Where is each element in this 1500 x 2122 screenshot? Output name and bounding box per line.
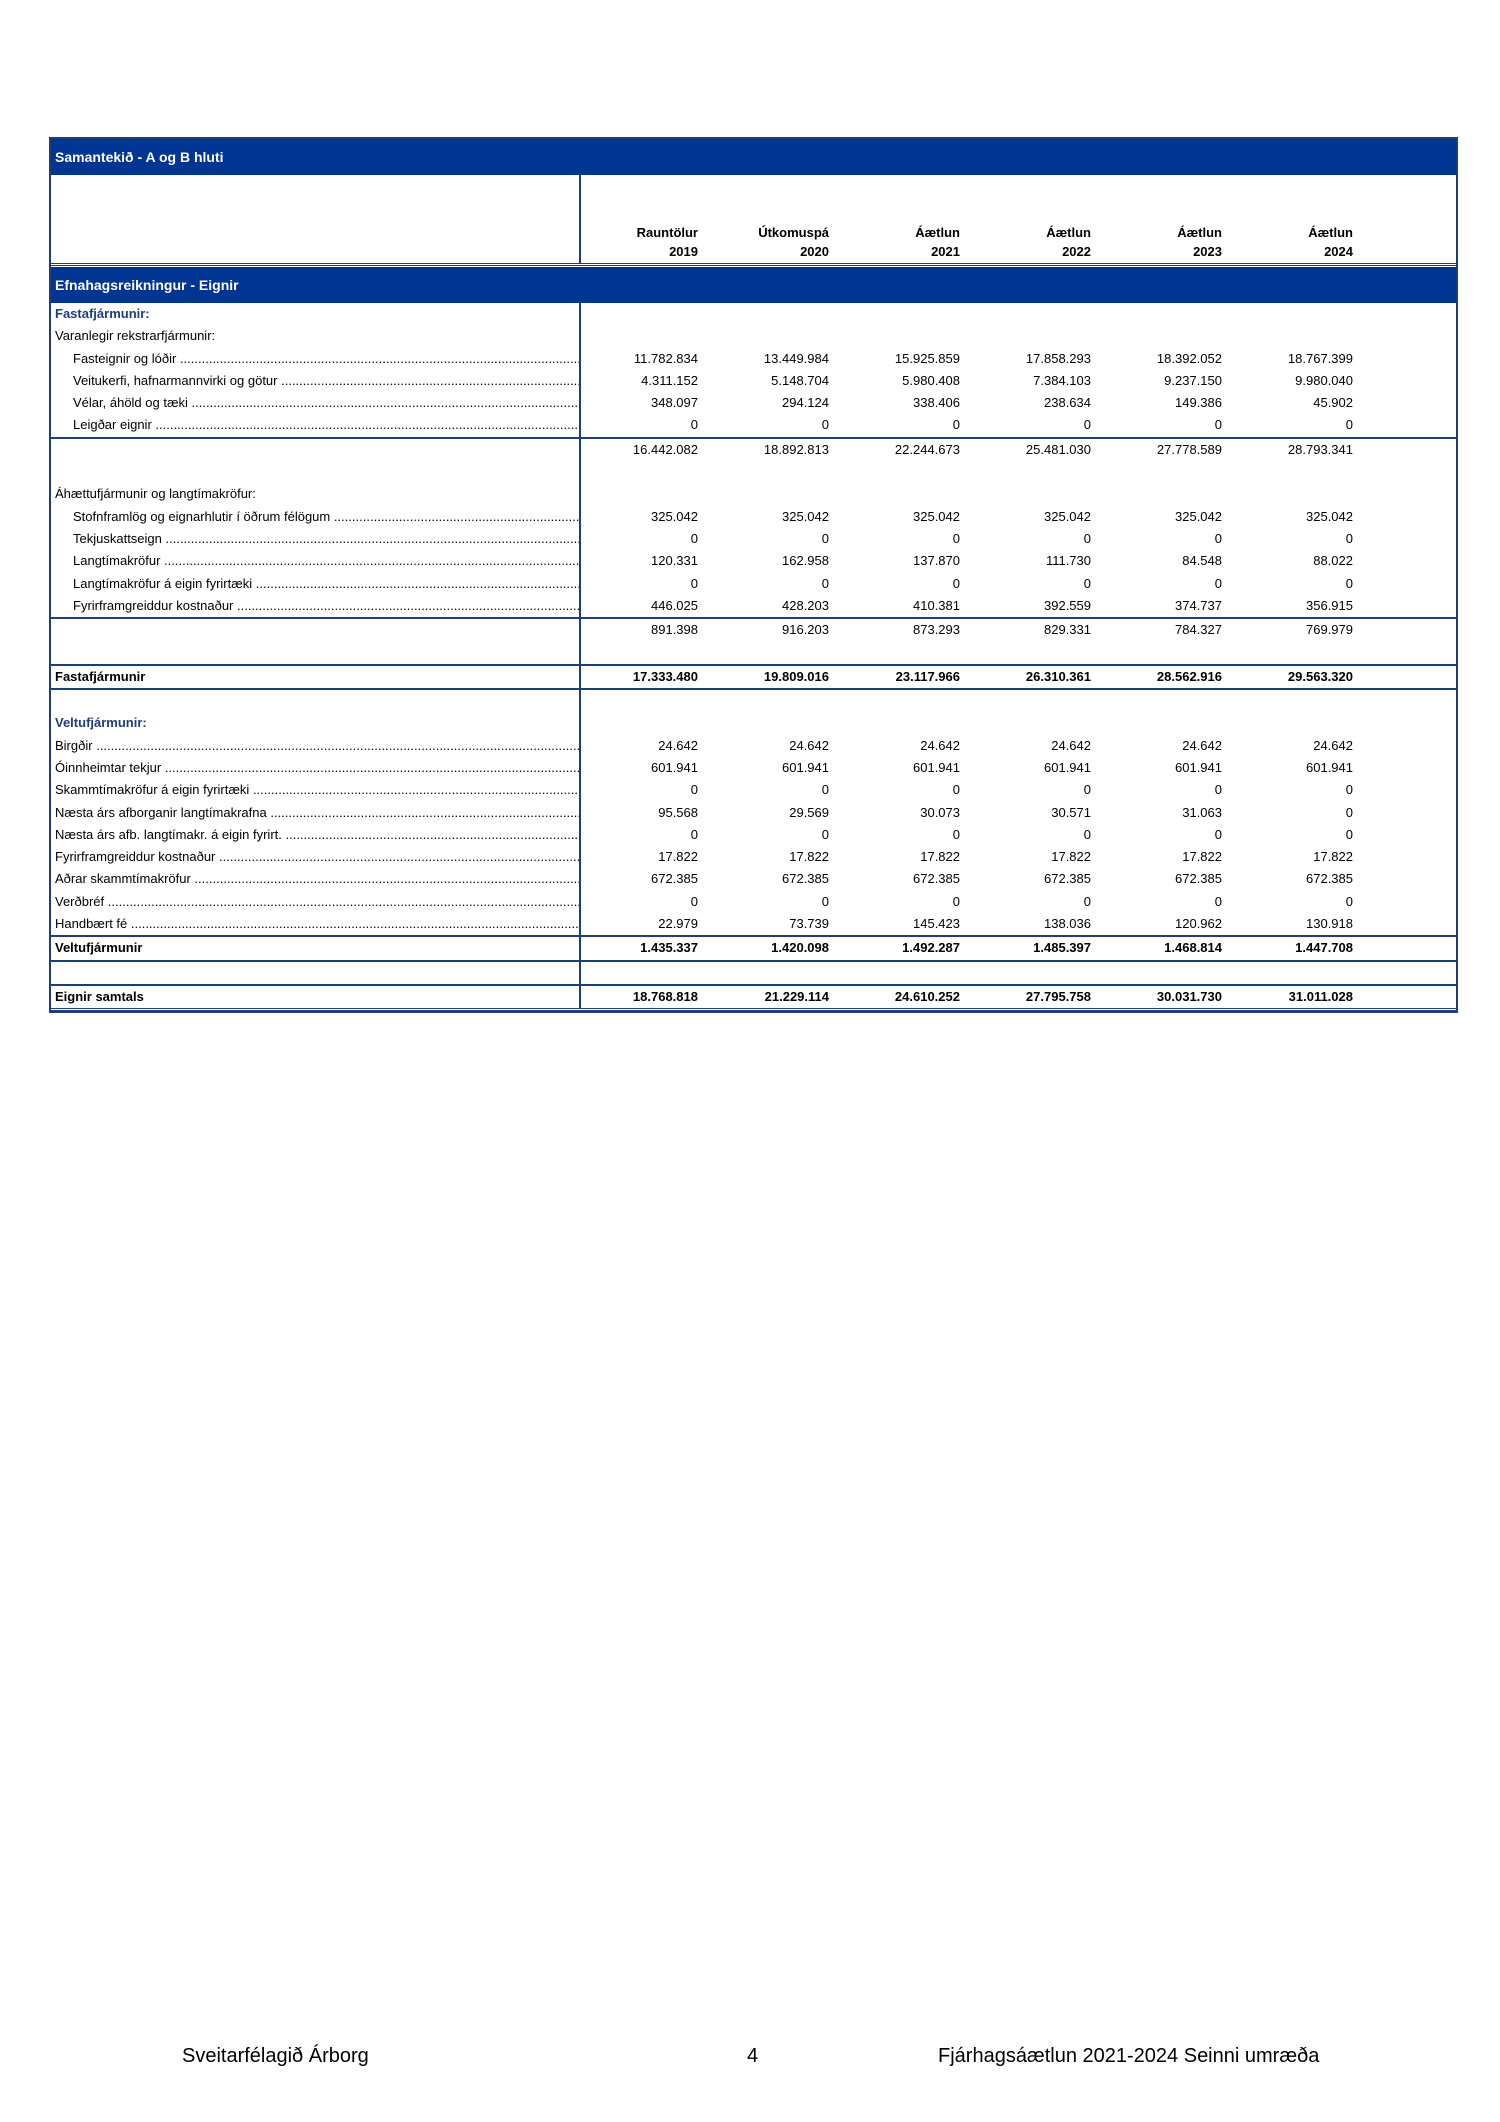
value-cell: 18.392.052 <box>1156 350 1222 366</box>
row-label-cell <box>51 348 581 370</box>
row-label-cell <box>51 779 581 801</box>
fastafjarmunir-heading-row <box>51 303 1456 325</box>
value-cell: 22.244.673 <box>894 441 960 457</box>
row-label-cell <box>51 392 581 414</box>
value-cell: 25.481.030 <box>1025 441 1091 457</box>
value-cell: 374.737 <box>1175 597 1222 613</box>
value-cell: 325.042 <box>1175 508 1222 524</box>
value-cell: 24.642 <box>1182 737 1222 753</box>
column-header-row <box>51 175 1456 266</box>
value-cell: 601.941 <box>913 759 960 775</box>
value-cell: 238.634 <box>1044 395 1091 411</box>
column-header <box>843 175 974 263</box>
row-label: Fasteignir og lóðir ..... <box>73 348 581 370</box>
value-cell: 120.962 <box>1175 916 1222 932</box>
eignir-total-row <box>51 984 1456 1011</box>
value-cell: 601.941 <box>782 759 829 775</box>
value-cell: 45.902 <box>1313 395 1353 411</box>
value-cell: 31.063 <box>1182 804 1222 820</box>
value-cell: 0 <box>690 530 698 546</box>
row-label-cell <box>51 891 581 913</box>
table-row <box>51 735 1456 757</box>
value-cell: 769.979 <box>1306 622 1353 638</box>
spacer-row <box>51 461 1456 483</box>
column-header-year: 2020 <box>800 244 829 259</box>
value-cell: 428.203 <box>782 597 829 613</box>
value-cell: 601.941 <box>651 759 698 775</box>
table-row <box>51 913 1456 935</box>
column-header-label: Rauntölur <box>636 225 698 240</box>
value-cell: 1.468.814 <box>1164 940 1222 956</box>
column-header <box>1105 175 1236 263</box>
subtotal-label-cell <box>51 439 581 461</box>
value-cell: 1.485.397 <box>1033 940 1091 956</box>
value-cell: 21.229.114 <box>764 988 829 1004</box>
value-cell: 338.406 <box>913 395 960 411</box>
value-cell: 24.642 <box>1051 737 1091 753</box>
header-label-cell <box>51 175 581 263</box>
fastafjarmunir-total-row <box>51 664 1456 690</box>
value-cell: 18.892.813 <box>763 441 829 457</box>
table-row <box>51 392 1456 414</box>
value-cell: 672.385 <box>913 871 960 887</box>
table-title: Samantekið - A og B hluti <box>51 139 1456 175</box>
value-cell: 0 <box>1345 826 1353 842</box>
fastafjarmunir-heading: Fastafjármunir: <box>51 303 581 325</box>
ahaettu-heading: Áhættufjármunir og langtímakröfur: <box>51 483 581 505</box>
value-cell: 0 <box>1345 575 1353 591</box>
table-row <box>51 846 1456 868</box>
value-cell: 0 <box>1214 893 1222 909</box>
row-label-cell <box>51 528 581 550</box>
value-cell: 0 <box>821 893 829 909</box>
row-label: Handbært fé ..... <box>55 913 581 935</box>
value-cell: 88.022 <box>1313 553 1353 569</box>
value-cell: 0 <box>821 530 829 546</box>
value-cell: 325.042 <box>1306 508 1353 524</box>
value-cell: 1.420.098 <box>771 940 829 956</box>
footer-municipality: Sveitarfélagið Árborg <box>182 2045 369 2067</box>
value-cell: 27.778.589 <box>1156 441 1222 457</box>
row-label: Vélar, áhöld og tæki ..... <box>73 392 581 414</box>
value-cell: 0 <box>1083 417 1091 433</box>
row-label: Næsta árs afb. langtímakr. á eigin fyrirt. ..... <box>55 824 581 846</box>
value-cell: 9.237.150 <box>1164 372 1222 388</box>
value-cell: 0 <box>1214 575 1222 591</box>
footer-page-number: 4 <box>747 2045 759 2067</box>
value-cell: 0 <box>1083 826 1091 842</box>
value-cell: 17.333.480 <box>632 668 698 684</box>
value-cell: 24.642 <box>789 737 829 753</box>
row-label: Tekjuskattseign ..... <box>73 528 581 550</box>
value-cell: 27.795.758 <box>1025 988 1091 1004</box>
value-cell: 23.117.966 <box>895 668 960 684</box>
value-cell: 18.768.818 <box>632 988 698 1004</box>
value-cell: 0 <box>690 826 698 842</box>
column-header-label: Útkomuspá <box>758 225 829 240</box>
value-cell: 0 <box>1083 530 1091 546</box>
ahaettu-heading-row <box>51 483 1456 505</box>
table-row <box>51 868 1456 890</box>
spacer-row <box>51 690 1456 712</box>
section-title: Efnahagsreikningur - Eignir <box>51 267 1456 303</box>
table-row <box>51 779 1456 801</box>
value-cell: 0 <box>690 417 698 433</box>
column-header-label: Áætlun <box>1177 225 1222 240</box>
value-cell: 24.642 <box>658 737 698 753</box>
value-cell: 130.918 <box>1306 916 1353 932</box>
row-label: Langtímakröfur á eigin fyrirtæki ..... <box>73 573 581 595</box>
value-cell: 672.385 <box>1044 871 1091 887</box>
value-cell: 5.980.408 <box>902 372 960 388</box>
value-cell: 873.293 <box>913 622 960 638</box>
value-cell: 145.423 <box>913 916 960 932</box>
value-cell: 672.385 <box>782 871 829 887</box>
table-row <box>51 348 1456 370</box>
value-cell: 7.384.103 <box>1033 372 1091 388</box>
table-row <box>51 370 1456 392</box>
value-cell: 392.559 <box>1044 597 1091 613</box>
value-cell: 17.858.293 <box>1025 350 1091 366</box>
value-cell: 18.767.399 <box>1287 350 1353 366</box>
veltufjarmunir-total-row <box>51 935 1456 961</box>
row-label-cell <box>51 550 581 572</box>
row-label-cell <box>51 506 581 528</box>
value-cell: 356.915 <box>1306 597 1353 613</box>
table-row <box>51 824 1456 846</box>
value-cell: 17.822 <box>1313 849 1353 865</box>
value-cell: 16.442.082 <box>632 441 698 457</box>
value-cell: 162.958 <box>782 553 829 569</box>
varanlegir-total-row <box>51 437 1456 461</box>
spacer-row <box>51 641 1456 663</box>
value-cell: 601.941 <box>1175 759 1222 775</box>
value-cell: 17.822 <box>920 849 960 865</box>
value-cell: 0 <box>1214 530 1222 546</box>
varanlegir-heading-row <box>51 325 1456 347</box>
value-cell: 0 <box>1214 826 1222 842</box>
table-row <box>51 595 1456 617</box>
column-header-year: 2022 <box>1062 244 1091 259</box>
value-cell: 0 <box>952 782 960 798</box>
value-cell: 26.310.361 <box>1025 668 1091 684</box>
value-cell: 5.148.704 <box>771 372 829 388</box>
value-cell: 0 <box>1083 575 1091 591</box>
value-cell: 784.327 <box>1175 622 1222 638</box>
value-cell: 0 <box>952 826 960 842</box>
value-cell: 17.822 <box>789 849 829 865</box>
footer-document-title: Fjárhagsáætlun 2021-2024 Seinni umræða <box>938 2045 1320 2067</box>
value-cell: 446.025 <box>651 597 698 613</box>
column-header <box>581 175 712 263</box>
value-cell: 672.385 <box>1175 871 1222 887</box>
row-label-cell <box>51 913 581 935</box>
value-cell: 30.073 <box>920 804 960 820</box>
value-cell: 15.925.859 <box>894 350 960 366</box>
table-row <box>51 802 1456 824</box>
row-label: Næsta árs afborganir langtímakrafna ..... <box>55 802 581 824</box>
value-cell: 24.642 <box>1313 737 1353 753</box>
table-row <box>51 757 1456 779</box>
column-header <box>712 175 843 263</box>
value-cell: 672.385 <box>1306 871 1353 887</box>
value-cell: 11.782.834 <box>633 350 698 366</box>
value-cell: 29.569 <box>789 804 829 820</box>
column-header-year: 2021 <box>931 244 960 259</box>
value-cell: 0 <box>1345 417 1353 433</box>
spacer-row <box>51 962 1456 984</box>
value-cell: 0 <box>952 893 960 909</box>
column-header-year: 2024 <box>1324 244 1353 259</box>
value-cell: 0 <box>1214 782 1222 798</box>
table-row <box>51 891 1456 913</box>
value-cell: 1.435.337 <box>640 940 698 956</box>
veltufjarmunir-heading-row <box>51 712 1456 734</box>
row-label-cell <box>51 573 581 595</box>
value-cell: 294.124 <box>782 395 829 411</box>
row-label: Óinnheimtar tekjur ..... <box>55 757 581 779</box>
row-label: Leigðar eignir ..... <box>73 414 581 436</box>
table-row <box>51 573 1456 595</box>
column-header-label: Áætlun <box>1046 225 1091 240</box>
column-header-label: Áætlun <box>1308 225 1353 240</box>
value-cell: 9.980.040 <box>1295 372 1353 388</box>
ahaettu-total-row <box>51 617 1456 641</box>
value-cell: 0 <box>690 893 698 909</box>
value-cell: 24.642 <box>920 737 960 753</box>
value-cell: 120.331 <box>651 553 698 569</box>
row-label: Langtímakröfur ..... <box>73 550 581 572</box>
table-row <box>51 550 1456 572</box>
value-cell: 672.385 <box>651 871 698 887</box>
value-cell: 325.042 <box>1044 508 1091 524</box>
value-cell: 0 <box>952 575 960 591</box>
value-cell: 348.097 <box>651 395 698 411</box>
table-row <box>51 528 1456 550</box>
value-cell: 0 <box>1214 417 1222 433</box>
value-cell: 0 <box>1345 530 1353 546</box>
subtotal-label-cell <box>51 619 581 641</box>
value-cell: 0 <box>1345 893 1353 909</box>
value-cell: 891.398 <box>651 622 698 638</box>
row-label: Skammtímakröfur á eigin fyrirtæki ..... <box>55 779 581 801</box>
value-cell: 137.870 <box>913 553 960 569</box>
row-label-cell <box>51 868 581 890</box>
column-header <box>1236 175 1367 263</box>
value-cell: 22.979 <box>658 916 698 932</box>
table-row <box>51 506 1456 528</box>
value-cell: 17.822 <box>658 849 698 865</box>
row-label-cell <box>51 595 581 617</box>
veltufjarmunir-total-label: Veltufjármunir <box>51 937 581 959</box>
value-cell: 13.449.984 <box>763 350 829 366</box>
value-cell: 0 <box>690 575 698 591</box>
value-cell: 0 <box>821 417 829 433</box>
value-cell: 111.730 <box>1045 553 1091 569</box>
value-cell: 73.739 <box>789 916 829 932</box>
value-cell: 29.563.320 <box>1287 668 1353 684</box>
value-cell: 30.031.730 <box>1156 988 1222 1004</box>
row-label: Veitukerfi, hafnarmannvirki og götur ..... <box>73 370 581 392</box>
table-row <box>51 414 1456 436</box>
row-label-cell <box>51 370 581 392</box>
value-cell: 149.386 <box>1175 395 1222 411</box>
row-label-cell <box>51 824 581 846</box>
row-label: Birgðir ..... <box>55 735 581 757</box>
value-cell: 1.447.708 <box>1295 940 1353 956</box>
value-cell: 0 <box>821 826 829 842</box>
value-cell: 84.548 <box>1182 553 1222 569</box>
value-cell: 0 <box>821 575 829 591</box>
value-cell: 829.331 <box>1044 622 1091 638</box>
row-label-cell <box>51 757 581 779</box>
fastafjarmunir-total-label: Fastafjármunir <box>51 666 581 688</box>
row-label-cell <box>51 846 581 868</box>
value-cell: 601.941 <box>1306 759 1353 775</box>
row-label: Fyrirframgreiddur kostnaður ..... <box>55 846 581 868</box>
value-cell: 4.311.152 <box>641 372 698 388</box>
value-cell: 0 <box>1345 804 1353 820</box>
value-cell: 95.568 <box>658 804 698 820</box>
row-label: Verðbréf ..... <box>55 891 581 913</box>
balance-sheet-table <box>49 137 1458 1013</box>
value-cell: 0 <box>690 782 698 798</box>
value-cell: 325.042 <box>651 508 698 524</box>
column-header-year: 2023 <box>1193 244 1222 259</box>
column-header-year: 2019 <box>669 244 698 259</box>
value-cell: 601.941 <box>1044 759 1091 775</box>
value-cell: 0 <box>1345 782 1353 798</box>
value-cell: 19.809.016 <box>763 668 829 684</box>
value-cell: 325.042 <box>913 508 960 524</box>
value-cell: 1.492.287 <box>902 940 960 956</box>
value-cell: 410.381 <box>913 597 960 613</box>
value-cell: 0 <box>821 782 829 798</box>
row-label: Fyrirframgreiddur kostnaður ..... <box>73 595 581 617</box>
value-cell: 325.042 <box>782 508 829 524</box>
value-cell: 0 <box>1083 782 1091 798</box>
value-cell: 30.571 <box>1051 804 1091 820</box>
row-label: Stofnframlög og eignarhlutir í öðrum félögum ..... <box>73 506 581 528</box>
row-label-cell <box>51 802 581 824</box>
varanlegir-heading: Varanlegir rekstrarfjármunir: <box>51 325 581 347</box>
row-label: Aðrar skammtímakröfur ..... <box>55 868 581 890</box>
veltufjarmunir-heading: Veltufjármunir: <box>51 712 581 734</box>
value-cell: 0 <box>1083 893 1091 909</box>
value-cell: 17.822 <box>1182 849 1222 865</box>
row-label-cell <box>51 414 581 436</box>
row-label-cell <box>51 735 581 757</box>
value-cell: 138.036 <box>1044 916 1091 932</box>
value-cell: 0 <box>952 530 960 546</box>
column-header-label: Áætlun <box>915 225 960 240</box>
column-header <box>974 175 1105 263</box>
value-cell: 17.822 <box>1051 849 1091 865</box>
value-cell: 24.610.252 <box>894 988 960 1004</box>
value-cell: 916.203 <box>782 622 829 638</box>
value-cell: 31.011.028 <box>1288 988 1353 1004</box>
eignir-total-label: Eignir samtals <box>51 986 581 1008</box>
value-cell: 28.562.916 <box>1156 668 1222 684</box>
value-cell: 28.793.341 <box>1287 441 1353 457</box>
value-cell: 0 <box>952 417 960 433</box>
